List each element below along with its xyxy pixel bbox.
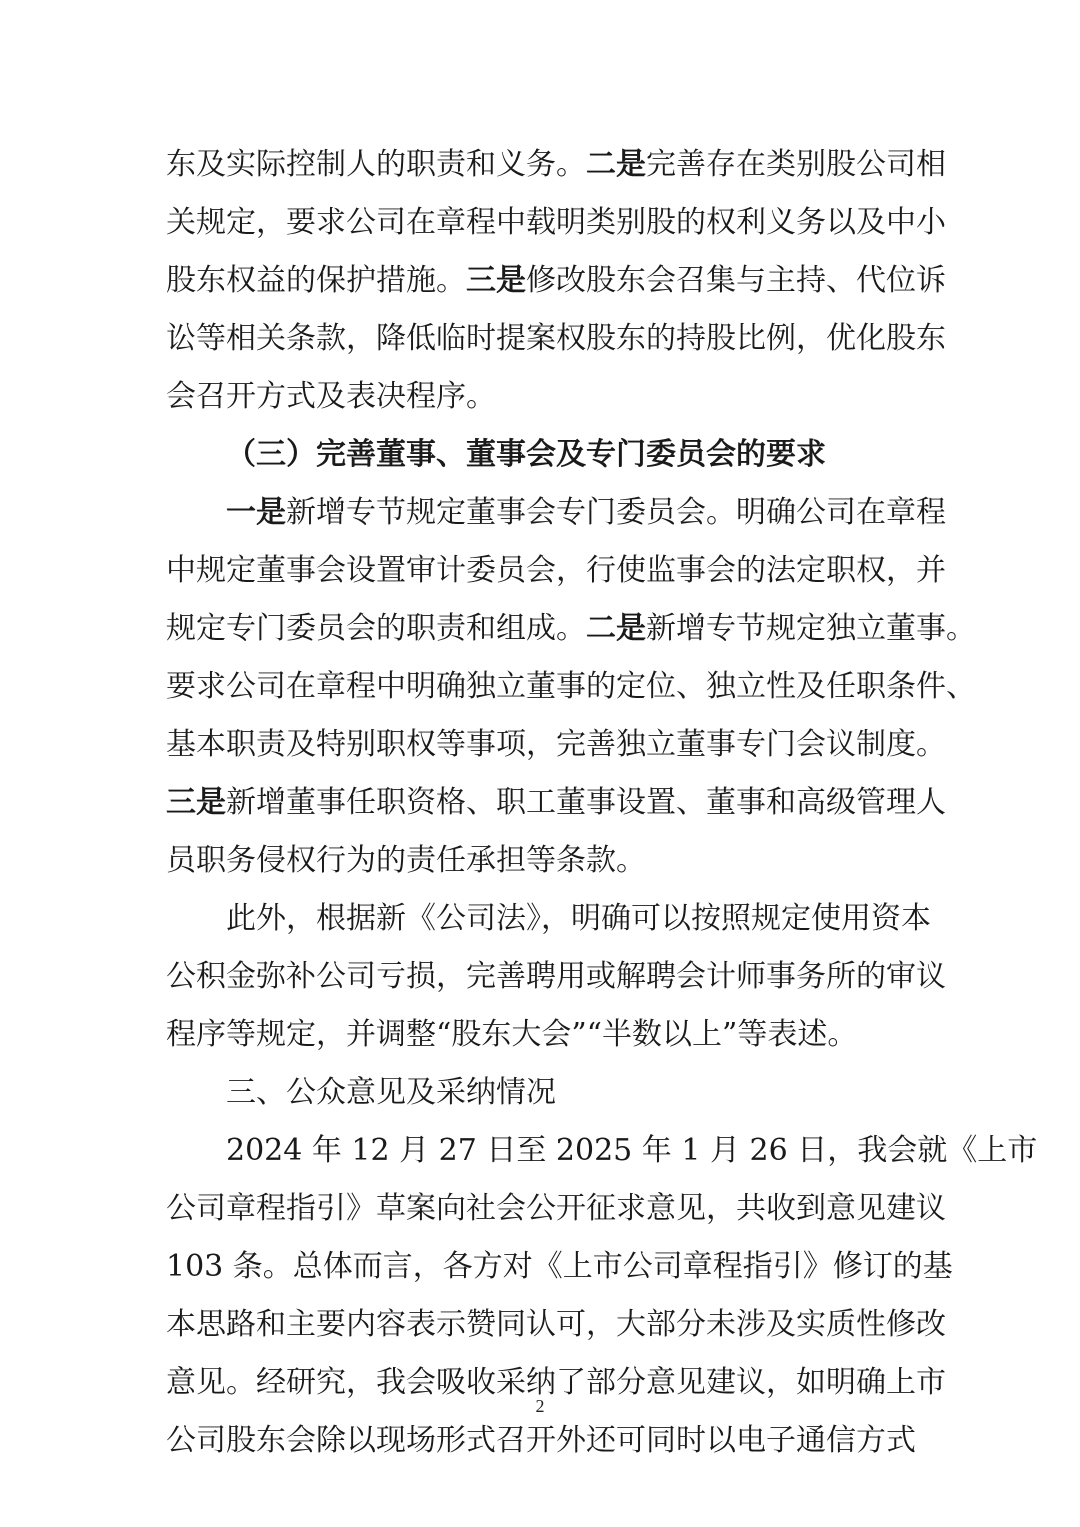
paragraph-line: 关规定，要求公司在章程中载明类别股的权利义务以及中小 (166, 205, 946, 240)
bold-marker: 二是 (586, 147, 646, 182)
paragraph-line (166, 774, 946, 832)
paragraph-line (166, 484, 946, 542)
text-run: 规定专门委员会的职责和组成。 (166, 611, 586, 646)
paragraph-line: 本思路和主要内容表示赞同认可，大部分未涉及实质性修改 (166, 1307, 946, 1342)
paragraph-line: 103 条。总体而言，各方对《上市公司章程指引》修订的基 (166, 1249, 953, 1284)
document-body (166, 136, 1038, 1470)
paragraph-line: 意见。经研究，我会吸收采纳了部分意见建议，如明确上市 (166, 1365, 946, 1400)
paragraph-line: 公积金弥补公司亏损，完善聘用或解聘会计师事务所的审议 (166, 959, 946, 994)
section-heading: 三、公众意见及采纳情况 (226, 1075, 556, 1110)
text-run: 股东权益的保护措施。 (166, 263, 466, 298)
text-run: 修改股东会召集与主持、代位诉 (526, 263, 946, 298)
paragraph-line (166, 252, 946, 310)
bold-marker: 三是 (466, 263, 526, 298)
subsection-heading: （三）完善董事、董事会及专门委员会的要求 (226, 437, 826, 472)
text-run: 东及实际控制人的职责和义务。 (166, 147, 586, 182)
paragraph-line: 中规定董事会设置审计委员会，行使监事会的法定职权，并 (166, 553, 946, 588)
paragraph-line: 要求公司在章程中明确独立董事的定位、独立性及任职条件、 (166, 669, 976, 704)
paragraph-line: 此外，根据新《公司法》，明确可以按照规定使用资本 (226, 901, 931, 936)
paragraph-line: 员职务侵权行为的责任承担等条款。 (166, 843, 646, 878)
paragraph-line (166, 136, 946, 194)
bold-marker: 一是 (226, 495, 286, 530)
text-run: 新增专节规定独立董事。 (646, 611, 976, 646)
bold-marker: 三是 (166, 785, 226, 820)
text-run: 完善存在类别股公司相 (646, 147, 946, 182)
text-run: 新增董事任职资格、职工董事设置、董事和高级管理人 (226, 785, 946, 820)
paragraph-line: 程序等规定，并调整“股东大会”“半数以上”等表述。 (166, 1017, 858, 1052)
paragraph-line: 2024 年 12 月 27 日至 2025 年 1 月 26 日，我会就《上市 (226, 1133, 1038, 1168)
page-number: 2 (535, 1396, 545, 1416)
text-run: 新增专节规定董事会专门委员会。明确公司在章程 (286, 495, 946, 530)
paragraph-line: 会召开方式及表决程序。 (166, 379, 496, 414)
bold-marker: 二是 (586, 611, 646, 646)
paragraph-line: 基本职责及特别职权等事项，完善独立董事专门会议制度。 (166, 727, 946, 762)
paragraph-line (166, 600, 976, 658)
paragraph-line: 公司章程指引》草案向社会公开征求意见，共收到意见建议 (166, 1191, 946, 1226)
paragraph-line: 公司股东会除以现场形式召开外还可同时以电子通信方式 (166, 1423, 916, 1458)
paragraph-line: 讼等相关条款，降低临时提案权股东的持股比例，优化股东 (166, 321, 946, 356)
